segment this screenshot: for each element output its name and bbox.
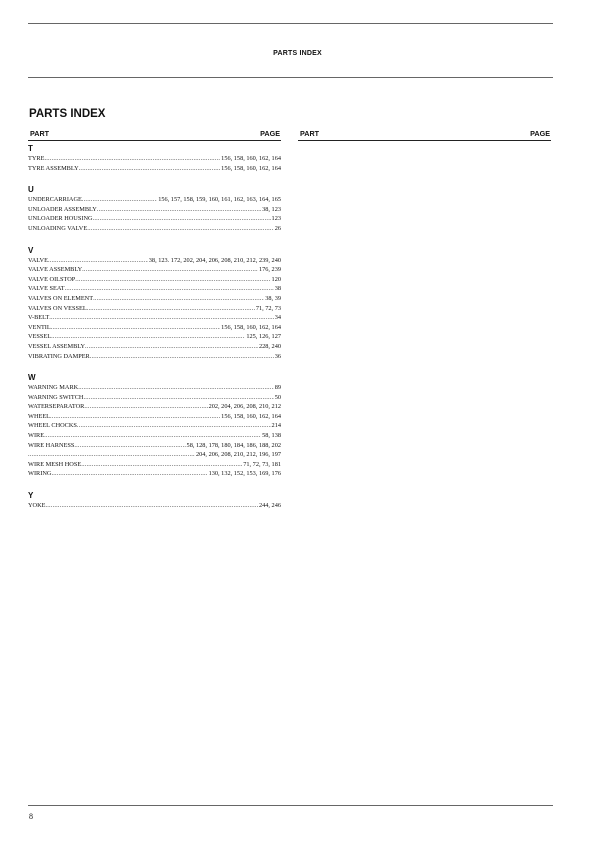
dot-leader: [51, 323, 220, 333]
entry-part-name: VESSEL: [28, 333, 52, 341]
entry-part-name: TYRE ASSEMBLY: [28, 164, 79, 172]
entry-page-numbers: 130, 132, 152, 153, 169, 176: [208, 470, 281, 478]
entry-page-numbers: 244, 246: [258, 502, 281, 510]
index-entry: [28, 164, 281, 174]
index-entry: [28, 224, 281, 234]
top-rule: [28, 23, 553, 24]
dot-leader: [81, 460, 242, 470]
index-entry: [28, 332, 281, 342]
entry-page-numbers: 38, 123: [262, 205, 281, 213]
entry-part-name: UNLOADER ASSEMBLY: [28, 205, 97, 213]
index-entry: [28, 304, 281, 314]
page-column-label: PAGE: [260, 129, 280, 138]
entry-part-name: WIRE MESH HOSE: [28, 460, 82, 468]
entry-part-name: WHEEL: [28, 412, 51, 420]
dot-leader: [50, 412, 220, 422]
entry-part-name: UNDERCARRIAGE: [28, 196, 82, 204]
entry-page-numbers: 38: [274, 285, 281, 293]
entry-part-name: UNLOADING VALVE: [28, 224, 88, 232]
dot-leader: [77, 421, 271, 431]
dot-leader: [48, 256, 148, 266]
index-entry: [28, 412, 281, 422]
index-entry: [28, 460, 281, 470]
index-entry: [28, 294, 281, 304]
entry-page-numbers: 156, 157, 158, 159, 160, 161, 162, 163, 164, 165: [158, 196, 281, 204]
dot-leader: [51, 469, 207, 479]
entry-page-numbers: 204, 206, 208, 210, 212, 196, 197: [195, 451, 281, 459]
dot-leader: [87, 304, 255, 314]
entry-part-name: VENTIL: [28, 323, 51, 331]
dot-leader: [75, 275, 270, 285]
index-entry: [28, 323, 281, 333]
index-entry: [28, 383, 281, 393]
dot-leader: [83, 393, 273, 403]
dot-leader: [90, 352, 274, 362]
page-title: PARTS INDEX: [29, 108, 106, 120]
entry-page-numbers: 156, 158, 160, 162, 164: [221, 164, 281, 172]
entry-page-numbers: 123: [271, 215, 281, 223]
entry-page-numbers: 58, 128, 178, 180, 184, 186, 188, 202: [186, 441, 281, 449]
page-column-label: PAGE: [530, 129, 550, 138]
section-letter: T: [28, 144, 33, 153]
page-number: 8: [29, 812, 33, 821]
index-column-right: [298, 129, 551, 141]
entry-part-name: VALVE: [28, 256, 48, 264]
entry-part-name: VESSEL ASSEMBLY: [28, 342, 86, 350]
header-rule: [28, 77, 553, 78]
entry-page-numbers: 125, 126, 127: [246, 333, 281, 341]
index-entry: [28, 441, 281, 451]
section-letter: U: [28, 185, 34, 195]
index-entry: [28, 393, 281, 403]
index-entry: [28, 450, 281, 460]
column-header-left: [28, 129, 281, 141]
index-entry: [28, 265, 281, 275]
part-column-label: PART: [300, 129, 320, 138]
entry-part-name: WATERSEPARATOR: [28, 403, 85, 411]
index-entry: [28, 154, 281, 164]
dot-leader: [44, 431, 261, 441]
entry-page-numbers: 156, 158, 160, 162, 164: [221, 412, 281, 420]
footer-rule: [28, 805, 553, 806]
entry-part-name: WARNING MARK: [28, 384, 79, 392]
dot-leader: [49, 313, 273, 323]
dot-leader: [51, 332, 245, 342]
entry-page-numbers: 38, 123. 172, 202, 204, 206, 208, 210, 212, 239, 240: [148, 256, 281, 264]
dot-leader: [84, 402, 207, 412]
entry-part-name: VALVE ASSEMBLY: [28, 266, 83, 274]
entry-page-numbers: 156, 158, 160, 162, 164: [221, 155, 281, 162]
entry-page-numbers: 58, 138: [262, 432, 281, 440]
column-header-right: [298, 129, 551, 141]
entry-part-name: WARNING SWITCH: [28, 393, 84, 401]
dot-leader: [44, 154, 220, 164]
dot-leader: [82, 265, 258, 275]
index-entry: [28, 275, 281, 285]
index-entry: [28, 256, 281, 266]
entry-page-numbers: 89: [274, 384, 281, 392]
dot-leader: [28, 450, 195, 460]
entry-part-name: TYRE: [28, 155, 45, 162]
dot-leader: [74, 441, 185, 451]
index-entry: [28, 402, 281, 412]
index-section: [28, 246, 281, 362]
entry-part-name: WIRE: [28, 432, 45, 440]
entry-part-name: WIRE HARNESS: [28, 441, 75, 449]
dot-leader: [85, 342, 258, 352]
index-section: [28, 185, 281, 233]
dot-leader: [93, 214, 271, 224]
entry-page-numbers: 36: [274, 352, 281, 360]
entry-page-numbers: 176, 239: [258, 266, 281, 274]
entry-part-name: V-BELT: [28, 314, 50, 322]
section-letter: V: [28, 245, 34, 255]
entry-page-numbers: 38, 39: [265, 294, 281, 302]
index-entry: [28, 431, 281, 441]
dot-leader: [65, 284, 274, 294]
index-entry: [28, 313, 281, 323]
index-entry: [28, 214, 281, 224]
index-entry: [28, 284, 281, 294]
entry-page-numbers: 50: [274, 393, 281, 401]
entry-part-name: VALVES ON ELEMENT: [28, 294, 94, 302]
index-section: [28, 491, 281, 511]
dot-leader: [87, 224, 274, 234]
entry-page-numbers: 120: [271, 275, 281, 283]
index-sections: [28, 144, 281, 511]
index-entry: [28, 342, 281, 352]
section-letter: Y: [28, 491, 34, 501]
dot-leader: [79, 164, 221, 174]
dot-leader: [97, 205, 261, 215]
dot-leader: [78, 383, 274, 393]
entry-page-numbers: 71, 72, 73, 181: [243, 460, 281, 468]
entry-part-name: WIRING: [28, 470, 52, 478]
entry-page-numbers: 202, 204, 206, 208, 210, 212: [208, 403, 281, 411]
dot-leader: [46, 501, 258, 511]
index-entry: [28, 469, 281, 479]
entry-page-numbers: 156, 158, 160, 162, 164: [221, 323, 281, 331]
index-section: [28, 144, 281, 173]
index-entry: [28, 195, 281, 205]
entry-page-numbers: 214: [271, 422, 281, 430]
entry-page-numbers: 71, 72, 73: [255, 304, 281, 312]
entry-part-name: YOKE: [28, 502, 46, 510]
entry-part-name: VALVES ON VESSEL: [28, 304, 87, 312]
dot-leader: [82, 195, 157, 205]
index-section: [28, 373, 281, 479]
entry-page-numbers: 26: [274, 224, 281, 232]
entry-part-name: VIBRATING DAMPER: [28, 352, 90, 360]
running-header: PARTS INDEX: [273, 50, 322, 57]
entry-page-numbers: 34: [274, 314, 281, 322]
index-entry: [28, 421, 281, 431]
index-column-left: [28, 129, 281, 523]
entry-part-name: VALVE SEAT: [28, 285, 65, 293]
entry-part-name: VALVE OILSTOP: [28, 275, 76, 283]
dot-leader: [93, 294, 264, 304]
section-letter: W: [28, 373, 36, 383]
entry-part-name: UNLOADER HOUSING: [28, 215, 93, 223]
index-entry: [28, 352, 281, 362]
index-entry: [28, 501, 281, 511]
entry-page-numbers: 228, 240: [258, 342, 281, 350]
part-column-label: PART: [30, 129, 50, 138]
index-entry: [28, 205, 281, 215]
entry-part-name: WHEEL CHOCKS: [28, 422, 77, 430]
